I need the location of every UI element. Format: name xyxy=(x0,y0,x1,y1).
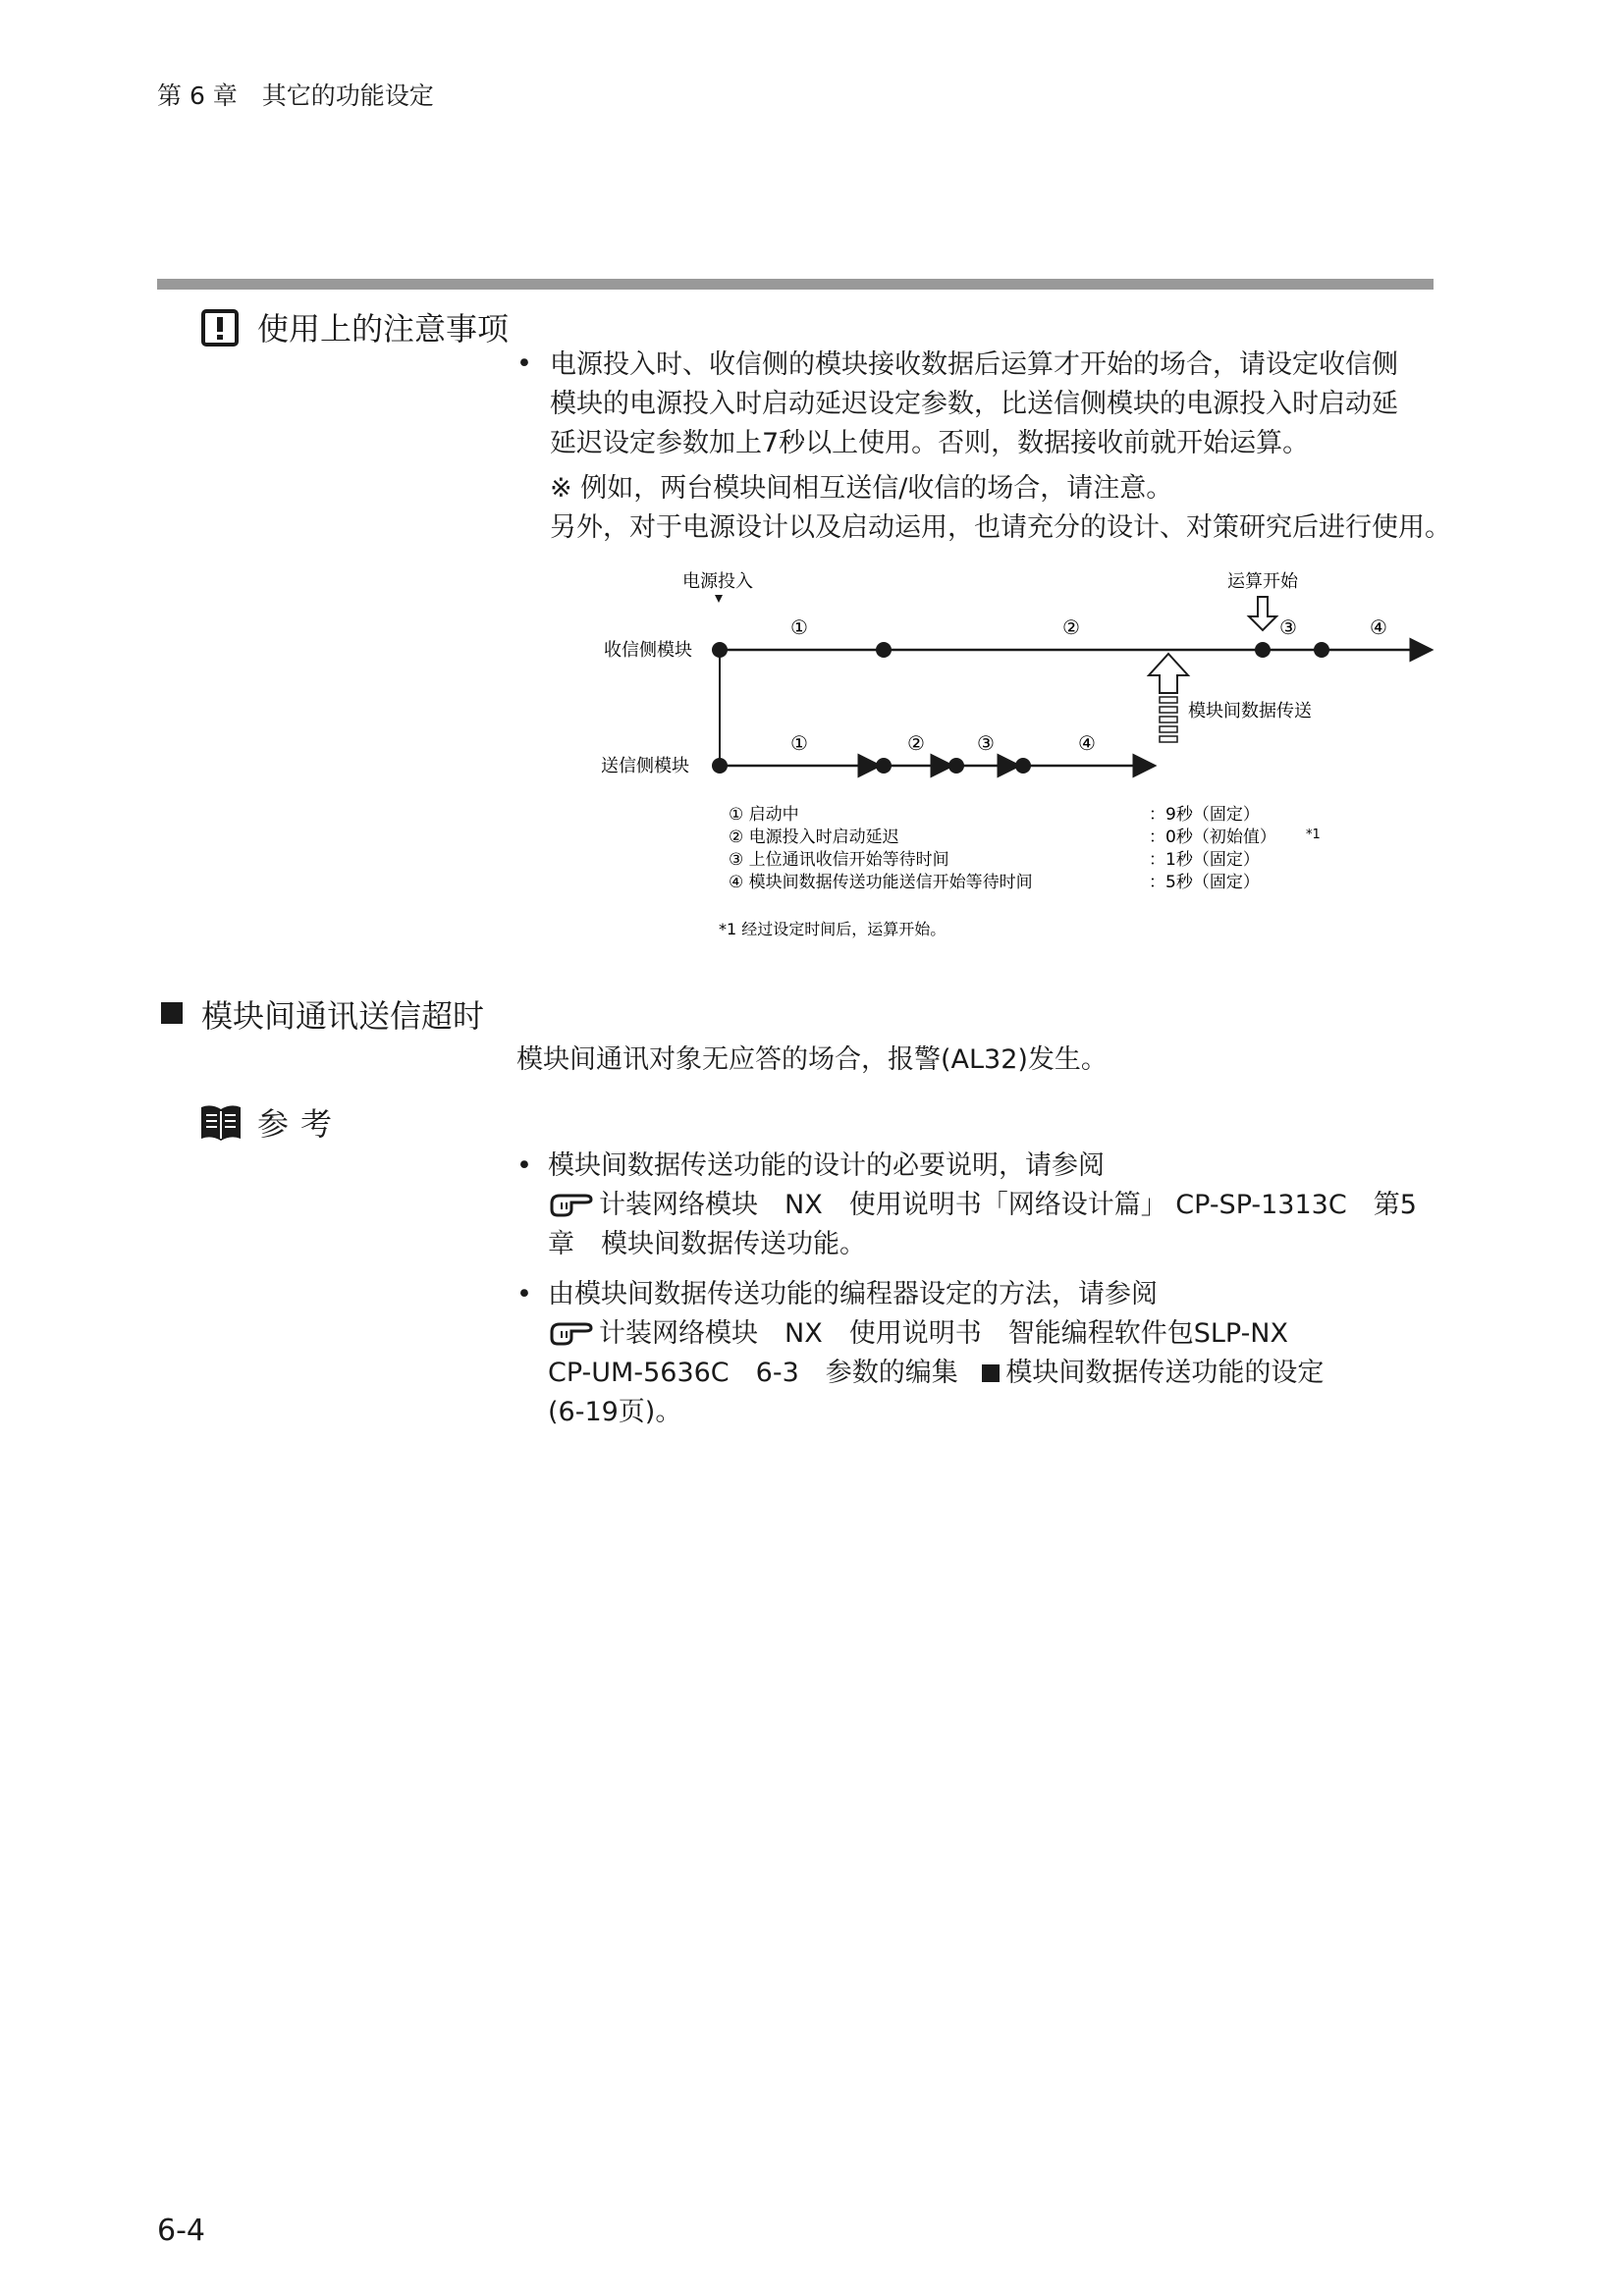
sender-node xyxy=(712,758,728,774)
caution-paragraph xyxy=(550,346,1398,463)
caution-heading: 使用上的注意事项 xyxy=(257,310,510,347)
timing-diagram xyxy=(550,560,1453,962)
receiver-node xyxy=(876,642,892,658)
reference-link-2[interactable]: 计装网络模块 NX 使用说明书 智能编程软件包SLP-NX xyxy=(599,1318,1288,1349)
reference-item-2-line-1: 由模块间数据传送功能的编程器设定的方法，请参阅 xyxy=(548,1279,1158,1309)
pointing-hand-icon xyxy=(548,1188,595,1217)
reference-item-2-line-2 xyxy=(548,1314,1324,1354)
reference-item-2 xyxy=(548,1275,1324,1432)
sender-label: 送信侧模块 xyxy=(601,756,689,776)
reference-item-2-line-4: (6-19页)。 xyxy=(548,1397,682,1427)
receiver-step-2: ② xyxy=(1062,615,1080,639)
caution-icon xyxy=(201,309,239,347)
caution-line-2: 模块的电源投入时启动延迟设定参数，比送信侧模块的电源投入时启动延 xyxy=(550,389,1398,419)
section-square-icon xyxy=(161,1002,183,1024)
bullet-dot: • xyxy=(516,348,532,379)
transfer-label: 模块间数据传送 xyxy=(1188,701,1312,721)
receiver-node xyxy=(1314,642,1329,658)
receiver-step-3: ③ xyxy=(1279,615,1297,639)
reference-item-1-line-3: 章 模块间数据传送功能。 xyxy=(548,1229,866,1259)
sender-step-1: ① xyxy=(790,731,808,755)
legend-label-3: ③ 上位通讯收信开始等待时间 xyxy=(729,850,949,870)
receiver-step-4: ④ xyxy=(1370,615,1387,639)
transfer-arrow-tail xyxy=(1160,697,1177,703)
section-rule xyxy=(157,279,1434,290)
bullet-dot: • xyxy=(516,1279,532,1309)
legend-value-4: ：5秒（固定） xyxy=(1149,873,1260,892)
reference-item-1-line-1: 模块间数据传送功能的设计的必要说明，请参阅 xyxy=(548,1150,1105,1181)
receiver-node xyxy=(1255,642,1271,658)
transfer-arrow-tail xyxy=(1160,717,1177,722)
caution-line-1: 电源投入时、收信侧的模块接收数据后运算才开始的场合，请设定收信侧 xyxy=(550,349,1398,380)
reference-heading: 参考 xyxy=(257,1105,345,1143)
caution-note-1: ※ 例如，两台模块间相互送信/收信的场合，请注意。 xyxy=(550,473,1173,504)
transfer-arrow xyxy=(1149,654,1188,693)
reference-item-1-line-2 xyxy=(548,1186,1417,1225)
power-on-marker xyxy=(715,595,723,603)
receiver-step-1: ① xyxy=(790,615,808,639)
sender-node xyxy=(1015,758,1031,774)
legend-label-2: ② 电源投入时启动延迟 xyxy=(729,828,899,847)
legend-label-1: ① 启动中 xyxy=(729,805,799,825)
chapter-header: 第 6 章 其它的功能设定 xyxy=(157,81,434,110)
legend-mark-2: *1 xyxy=(1306,828,1321,842)
reference-item-2-line-3a: CP-UM-5636C 6-3 参数的编集 xyxy=(548,1358,958,1388)
timeout-heading: 模块间通讯送信超时 xyxy=(201,997,485,1035)
square-bullet-icon xyxy=(982,1364,1000,1382)
legend-value-3: ：1秒（固定） xyxy=(1149,850,1260,870)
legend-value-2: ：0秒（初始值） xyxy=(1149,828,1276,847)
transfer-arrow-tail xyxy=(1160,736,1177,742)
caution-line-3: 延迟设定参数加上7秒以上使用。否则，数据接收前就开始运算。 xyxy=(550,428,1310,458)
power-on-label: 电源投入 xyxy=(682,571,753,592)
sender-step-4: ④ xyxy=(1078,731,1096,755)
legend-label-4: ④ 模块间数据传送功能送信开始等待时间 xyxy=(729,873,1033,892)
book-icon xyxy=(199,1103,243,1143)
sender-node xyxy=(948,758,964,774)
sender-step-2: ② xyxy=(907,731,925,755)
transfer-arrow-tail xyxy=(1160,726,1177,732)
reference-item-1 xyxy=(548,1147,1417,1264)
calc-start-label: 运算开始 xyxy=(1227,571,1298,592)
bullet-dot: • xyxy=(516,1150,532,1181)
sender-step-3: ③ xyxy=(977,731,995,755)
pointing-hand-icon xyxy=(548,1316,595,1346)
timeout-text: 模块间通讯对象无应答的场合，报警(AL32)发生。 xyxy=(516,1044,1108,1075)
transfer-arrow-tail xyxy=(1160,707,1177,713)
legend-value-1: ：9秒（固定） xyxy=(1149,805,1260,825)
reference-item-2-line-3 xyxy=(548,1354,1324,1393)
receiver-node xyxy=(712,642,728,658)
diagram-footnote: *1 经过设定时间后，运算开始。 xyxy=(719,920,947,938)
caution-note-2: 另外，对于电源设计以及启动运用，也请充分的设计、对策研究后进行使用。 xyxy=(550,512,1451,543)
diagram-legend xyxy=(729,805,1321,892)
reference-link-1[interactable]: 计装网络模块 NX 使用说明书「网络设计篇」 CP-SP-1313C 第5 xyxy=(599,1190,1417,1220)
page-number: 6-4 xyxy=(157,2214,205,2248)
sender-node xyxy=(876,758,892,774)
reference-item-2-line-3b: 模块间数据传送功能的设定 xyxy=(1005,1358,1325,1388)
receiver-label: 收信侧模块 xyxy=(604,640,692,661)
calc-start-arrow xyxy=(1249,597,1276,630)
